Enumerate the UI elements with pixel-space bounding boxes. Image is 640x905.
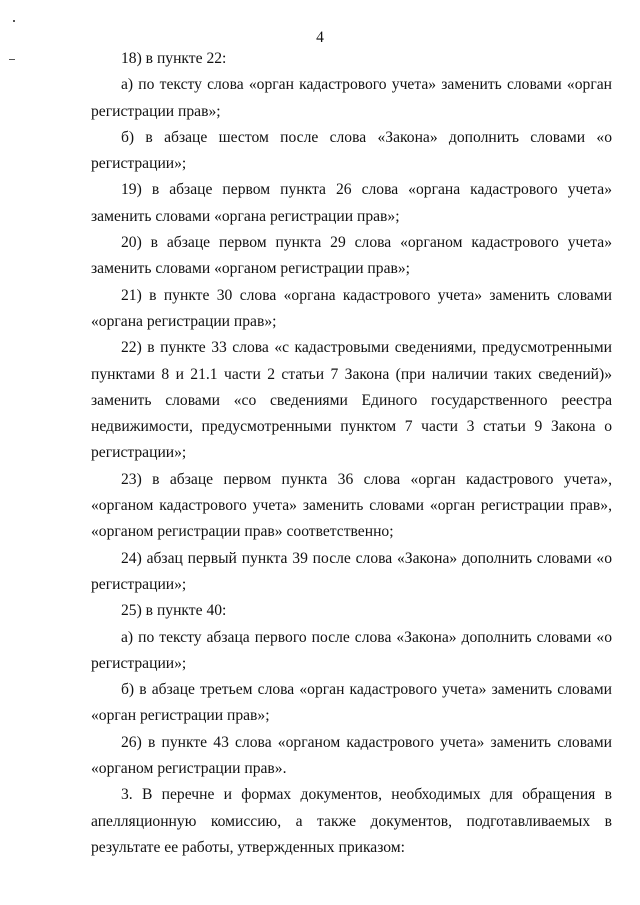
paragraph-26: 26) в пункте 43 слова «органом кадастрового учета» заменить словами «органом регистрации прав». — [91, 733, 612, 778]
paragraph-18b: б) в абзаце шестом после слова «Закона» дополнить словами «о регистрации»; — [91, 128, 612, 173]
paragraph-20: 20) в абзаце первом пункта 29 слова «органом кадастрового учета» заменить словами «органом регистрации прав»; — [91, 234, 612, 278]
paragraph-section-3: 3. В перечне и формах документов, необходимых для обращения в апелляционную комиссию, а также документов, подготавливаемых в результате ее работы, утвержденных приказом: — [91, 786, 612, 856]
scan-dash — [9, 59, 15, 60]
paragraph-25b: б) в абзаце третьем слова «орган кадастрового учета» заменить словами «орган регистрации прав»; — [91, 681, 612, 725]
paragraph-22: 22) в пункте 33 слова «с кадастровыми сведениями, предусмотренными пунктами 8 и 21.1 части 2 статьи 7 Закона (при наличии таких сведений)» заменить словами «со сведениями Единого государственного реестра недвижимости, предусмотренными пунктом 7 части 3 статьи 9 Закона о регистрации»; — [91, 339, 612, 462]
paragraph-21: 21) в пункте 30 слова «органа кадастрового учета» заменить словами «органа регистрации прав»; — [91, 286, 612, 330]
page-number: 4 — [316, 29, 324, 46]
scan-speck — [13, 20, 15, 22]
paragraph-24: 24) абзац первый пункта 39 после слова «Закона» дополнить словами «о регистрации»; — [91, 549, 612, 593]
paragraph-23: 23) в абзаце первом пункта 36 слова «орган кадастрового учета», «органом кадастрового учета» заменить словами «орган регистрации прав», «органом регистрации прав» соответственно; — [91, 470, 612, 541]
document-body — [91, 46, 612, 861]
paragraph-25: 25) в пункте 40: — [121, 602, 227, 620]
paragraph-18: 18) в пункте 22: — [121, 50, 227, 67]
paragraph-18a: а) по тексту слова «орган кадастрового учета» заменить словами «орган регистрации прав»; — [91, 76, 612, 120]
paragraph-25a: а) по тексту абзаца первого после слова «Закона» дополнить словами «о регистрации»; — [91, 628, 612, 672]
paragraph-19: 19) в абзаце первом пункта 26 слова «органа кадастрового учета» заменить словами «органа регистрации прав»; — [91, 181, 612, 225]
